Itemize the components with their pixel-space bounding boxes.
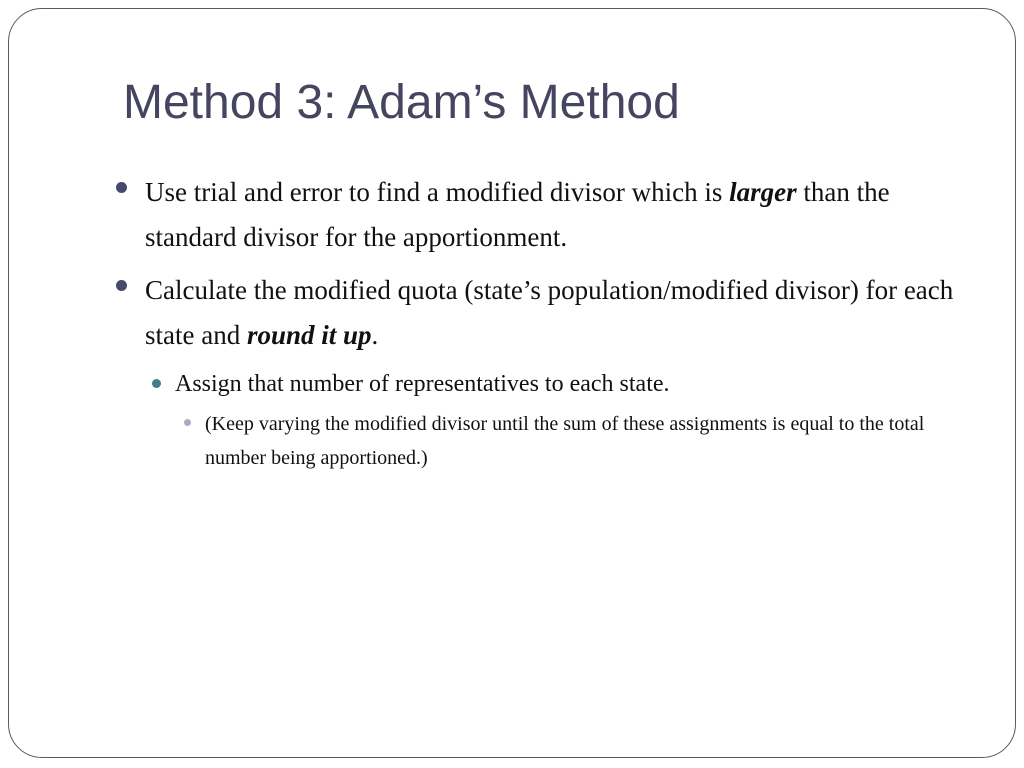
sub-bullet-dot-icon: [152, 379, 161, 388]
slide-content: [114, 170, 964, 475]
bullet-text: Calculate the modified quota (state’s population/modified divisor) for each state and: [145, 275, 954, 350]
bullet-dot-icon: [116, 182, 127, 193]
sub-sub-bullet-item: [175, 407, 964, 475]
bullet-item: [114, 268, 964, 358]
bullet-item: [114, 170, 964, 260]
sub-sub-bullet-text: (Keep varying the modified divisor until the sum of these assignments is equal to the total number being apportioned.): [205, 413, 925, 469]
bullet-emphasis: larger: [729, 177, 797, 207]
bullet-text: than the standard divisor for the apportionment.: [145, 177, 890, 252]
sub-sub-bullet-dot-icon: [184, 419, 191, 426]
sub-bullet-item: [144, 366, 964, 403]
sub-bullet-text: Assign that number of representatives to each state.: [175, 371, 670, 397]
bullet-dot-icon: [116, 280, 127, 291]
bullet-text: Use trial and error to find a modified divisor which is: [145, 177, 730, 207]
bullet-emphasis: round it up: [246, 320, 372, 350]
bullet-text: .: [371, 320, 379, 350]
slide-title: Method 3: Adam’s Method: [123, 76, 680, 129]
